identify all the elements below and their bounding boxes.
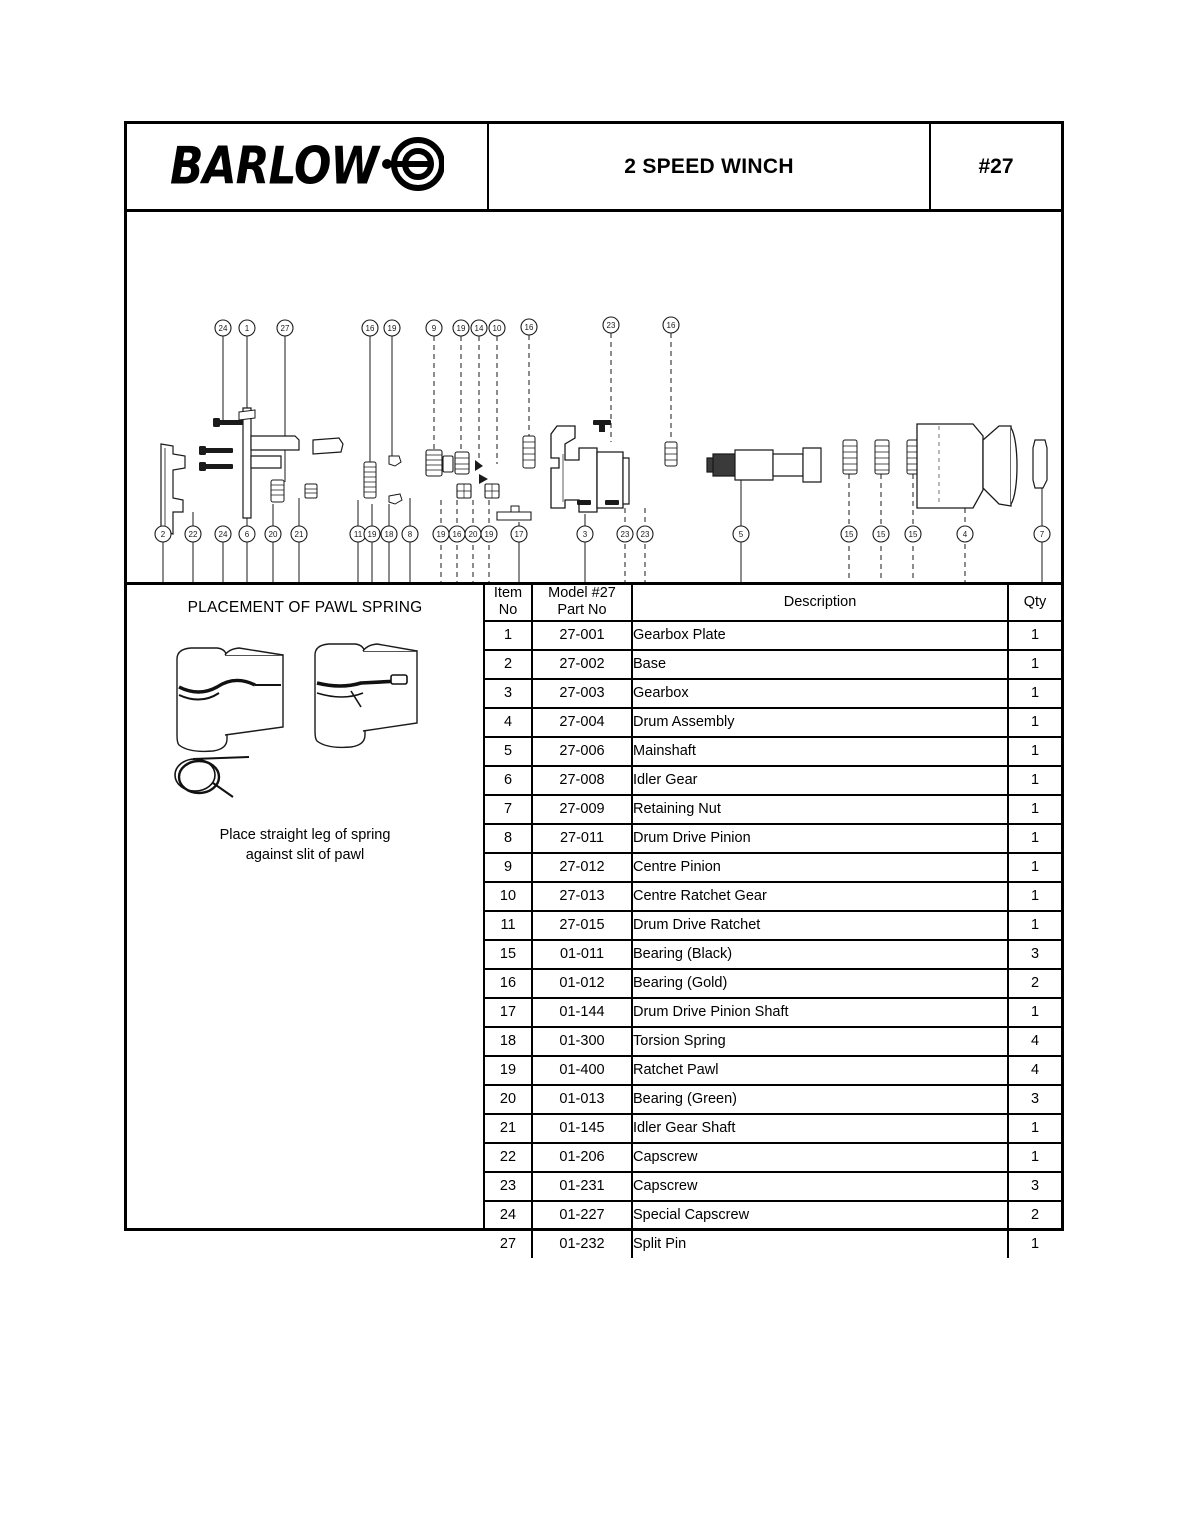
cell-part: 27-003 xyxy=(532,679,632,708)
svg-text:23: 23 xyxy=(640,530,650,539)
table-row xyxy=(485,1230,1061,1258)
svg-text:20: 20 xyxy=(468,530,478,539)
cell-part: 01-400 xyxy=(532,1056,632,1085)
cell-item: 2 xyxy=(485,650,532,679)
cell-item: 6 xyxy=(485,766,532,795)
cell-description: Drum Assembly xyxy=(632,708,1008,737)
pawl-spring-instruction-panel xyxy=(127,585,485,1231)
cell-part: 27-001 xyxy=(532,621,632,650)
table-row xyxy=(485,766,1061,795)
cell-item: 15 xyxy=(485,940,532,969)
cell-qty: 1 xyxy=(1008,824,1061,853)
parts-catalog-sheet xyxy=(124,121,1064,1253)
table-row xyxy=(485,969,1061,998)
cell-item: 4 xyxy=(485,708,532,737)
cell-description: Gearbox Plate xyxy=(632,621,1008,650)
cell-part: 27-004 xyxy=(532,708,632,737)
cell-qty: 2 xyxy=(1008,969,1061,998)
pawl-spring-figure-left xyxy=(177,648,283,751)
svg-text:14: 14 xyxy=(474,324,484,333)
cell-description: Idler Gear Shaft xyxy=(632,1114,1008,1143)
page-title: 2 SPEED WINCH xyxy=(624,154,794,178)
pawl-spring-note xyxy=(127,826,483,865)
column-header-item-no-line2: No xyxy=(498,602,518,619)
svg-text:19: 19 xyxy=(367,530,377,539)
cell-item: 17 xyxy=(485,998,532,1027)
column-header-item-no-line1: Item xyxy=(493,585,523,601)
cell-description: Capscrew xyxy=(632,1172,1008,1201)
svg-text:8: 8 xyxy=(407,530,413,539)
cell-description: Idler Gear xyxy=(632,766,1008,795)
cell-item: 24 xyxy=(485,1201,532,1230)
svg-text:16: 16 xyxy=(666,321,676,330)
svg-text:24: 24 xyxy=(218,324,228,333)
cell-part: 27-009 xyxy=(532,795,632,824)
svg-text:27: 27 xyxy=(280,324,290,333)
svg-text:2: 2 xyxy=(160,530,166,539)
cell-part: 27-013 xyxy=(532,882,632,911)
cell-qty: 1 xyxy=(1008,882,1061,911)
cell-part: 01-300 xyxy=(532,1027,632,1056)
model-number-cell xyxy=(931,124,1061,209)
table-row xyxy=(485,1056,1061,1085)
pawl-spring-figures xyxy=(127,631,483,806)
cell-description: Drum Drive Ratchet xyxy=(632,911,1008,940)
cell-item: 22 xyxy=(485,1143,532,1172)
pawl-spring-note-line1: Place straight leg of spring xyxy=(219,827,391,843)
svg-text:7: 7 xyxy=(1039,530,1045,539)
pawl-spring-heading: PLACEMENT OF PAWL SPRING xyxy=(187,599,423,616)
cell-description: Gearbox xyxy=(632,679,1008,708)
cell-qty: 1 xyxy=(1008,1143,1061,1172)
table-header-row xyxy=(485,585,1061,621)
brand-logo-cell xyxy=(127,124,489,209)
table-row xyxy=(485,795,1061,824)
cell-qty: 3 xyxy=(1008,940,1061,969)
cell-item: 21 xyxy=(485,1114,532,1143)
svg-text:19: 19 xyxy=(387,324,397,333)
cell-description: Ratchet Pawl xyxy=(632,1056,1008,1085)
table-row xyxy=(485,1201,1061,1230)
parts-table xyxy=(485,585,1061,1258)
svg-text:16: 16 xyxy=(452,530,462,539)
cell-qty: 1 xyxy=(1008,737,1061,766)
svg-text:16: 16 xyxy=(524,323,534,332)
column-header-qty: Qty xyxy=(1008,585,1061,621)
cell-part: 01-144 xyxy=(532,998,632,1027)
svg-text:19: 19 xyxy=(436,530,446,539)
cell-qty: 4 xyxy=(1008,1056,1061,1085)
bullseye-target-dart-icon xyxy=(382,135,444,198)
title-bar xyxy=(127,124,1061,212)
cell-qty: 2 xyxy=(1008,1201,1061,1230)
torsion-spring-detail xyxy=(175,757,249,797)
cell-description: Split Pin xyxy=(632,1230,1008,1258)
table-row xyxy=(485,621,1061,650)
cell-description: Mainshaft xyxy=(632,737,1008,766)
svg-text:23: 23 xyxy=(606,321,616,330)
cell-description: Bearing (Black) xyxy=(632,940,1008,969)
cell-qty: 1 xyxy=(1008,766,1061,795)
table-row xyxy=(485,853,1061,882)
cell-item: 3 xyxy=(485,679,532,708)
cell-qty: 1 xyxy=(1008,1114,1061,1143)
table-row xyxy=(485,1143,1061,1172)
cell-qty: 3 xyxy=(1008,1172,1061,1201)
cell-qty: 1 xyxy=(1008,911,1061,940)
svg-text:22: 22 xyxy=(188,530,198,539)
svg-text:1: 1 xyxy=(244,324,250,333)
column-header-item-no xyxy=(485,585,532,621)
svg-text:20: 20 xyxy=(268,530,278,539)
cell-item: 8 xyxy=(485,824,532,853)
pawl-spring-figure-right xyxy=(315,644,417,747)
cell-part: 01-227 xyxy=(532,1201,632,1230)
cell-description: Centre Pinion xyxy=(632,853,1008,882)
exploded-parts-diagram xyxy=(127,212,1061,585)
cell-part: 27-002 xyxy=(532,650,632,679)
cell-part: 01-206 xyxy=(532,1143,632,1172)
svg-text:19: 19 xyxy=(484,530,494,539)
cell-item: 19 xyxy=(485,1056,532,1085)
svg-text:17: 17 xyxy=(514,530,524,539)
table-row xyxy=(485,1114,1061,1143)
cell-part: 27-015 xyxy=(532,911,632,940)
table-row xyxy=(485,1027,1061,1056)
cell-item: 11 xyxy=(485,911,532,940)
table-row xyxy=(485,911,1061,940)
table-row xyxy=(485,940,1061,969)
cell-part: 01-232 xyxy=(532,1230,632,1258)
table-row xyxy=(485,708,1061,737)
cell-description: Base xyxy=(632,650,1008,679)
column-header-part-no-line1: Model #27 xyxy=(548,585,616,601)
cell-item: 27 xyxy=(485,1230,532,1258)
svg-text:15: 15 xyxy=(844,530,854,539)
cell-part: 27-006 xyxy=(532,737,632,766)
table-row xyxy=(485,737,1061,766)
cell-qty: 1 xyxy=(1030,1236,1040,1253)
brand-name: BARLOW xyxy=(170,135,378,196)
cell-part: 01-011 xyxy=(532,940,632,969)
cell-item: 7 xyxy=(485,795,532,824)
cell-description: Retaining Nut xyxy=(632,795,1008,824)
cell-description: Special Capscrew xyxy=(632,1201,1008,1230)
model-number: #27 xyxy=(978,154,1014,178)
table-row xyxy=(485,679,1061,708)
cell-description: Bearing (Gold) xyxy=(632,969,1008,998)
cell-qty: 1 xyxy=(1008,998,1061,1027)
svg-text:15: 15 xyxy=(908,530,918,539)
column-header-part-no-line2: Part No xyxy=(557,602,607,619)
svg-text:19: 19 xyxy=(456,324,466,333)
svg-text:5: 5 xyxy=(738,530,744,539)
svg-text:11: 11 xyxy=(353,530,363,539)
svg-text:6: 6 xyxy=(244,530,250,539)
cell-item: 16 xyxy=(485,969,532,998)
cell-part: 27-011 xyxy=(532,824,632,853)
cell-part: 01-231 xyxy=(532,1172,632,1201)
cell-qty: 1 xyxy=(1008,650,1061,679)
cell-part: 27-008 xyxy=(532,766,632,795)
column-header-part-no xyxy=(532,585,632,621)
cell-description: Bearing (Green) xyxy=(632,1085,1008,1114)
cell-qty: 1 xyxy=(1008,679,1061,708)
parts-table-container xyxy=(485,585,1061,1253)
cell-description: Capscrew xyxy=(632,1143,1008,1172)
cell-description: Drum Drive Pinion Shaft xyxy=(632,998,1008,1027)
pawl-spring-note-line2: against slit of pawl xyxy=(245,846,365,863)
svg-text:3: 3 xyxy=(582,530,588,539)
table-row xyxy=(485,824,1061,853)
svg-text:9: 9 xyxy=(431,324,437,333)
svg-text:4: 4 xyxy=(962,530,968,539)
cell-item: 5 xyxy=(485,737,532,766)
lower-section xyxy=(127,585,1061,1253)
cell-part: 01-012 xyxy=(532,969,632,998)
cell-qty: 4 xyxy=(1008,1027,1061,1056)
product-title-cell xyxy=(489,124,931,209)
table-row xyxy=(485,1085,1061,1114)
cell-qty: 1 xyxy=(1008,853,1061,882)
svg-text:16: 16 xyxy=(365,324,375,333)
table-row xyxy=(485,998,1061,1027)
cell-part: 01-145 xyxy=(532,1114,632,1143)
cell-description: Drum Drive Pinion xyxy=(632,824,1008,853)
svg-text:23: 23 xyxy=(620,530,630,539)
cell-item: 20 xyxy=(485,1085,532,1114)
cell-item: 23 xyxy=(485,1172,532,1201)
table-row xyxy=(485,1172,1061,1201)
cell-part: 27-012 xyxy=(532,853,632,882)
svg-text:18: 18 xyxy=(384,530,394,539)
svg-text:24: 24 xyxy=(218,530,228,539)
cell-item: 18 xyxy=(485,1027,532,1056)
table-row xyxy=(485,650,1061,679)
cell-item: 10 xyxy=(485,882,532,911)
column-header-description: Description xyxy=(632,585,1008,621)
cell-item: 9 xyxy=(485,853,532,882)
cell-item: 1 xyxy=(485,621,532,650)
cell-qty: 1 xyxy=(1008,621,1061,650)
cell-qty: 1 xyxy=(1008,795,1061,824)
cell-qty: 3 xyxy=(1008,1085,1061,1114)
svg-text:21: 21 xyxy=(294,530,304,539)
cell-part: 01-013 xyxy=(532,1085,632,1114)
cell-qty: 1 xyxy=(1008,708,1061,737)
cell-description: Centre Ratchet Gear xyxy=(632,882,1008,911)
cell-description: Torsion Spring xyxy=(632,1027,1008,1056)
svg-text:15: 15 xyxy=(876,530,886,539)
svg-text:10: 10 xyxy=(492,324,502,333)
table-row xyxy=(485,882,1061,911)
